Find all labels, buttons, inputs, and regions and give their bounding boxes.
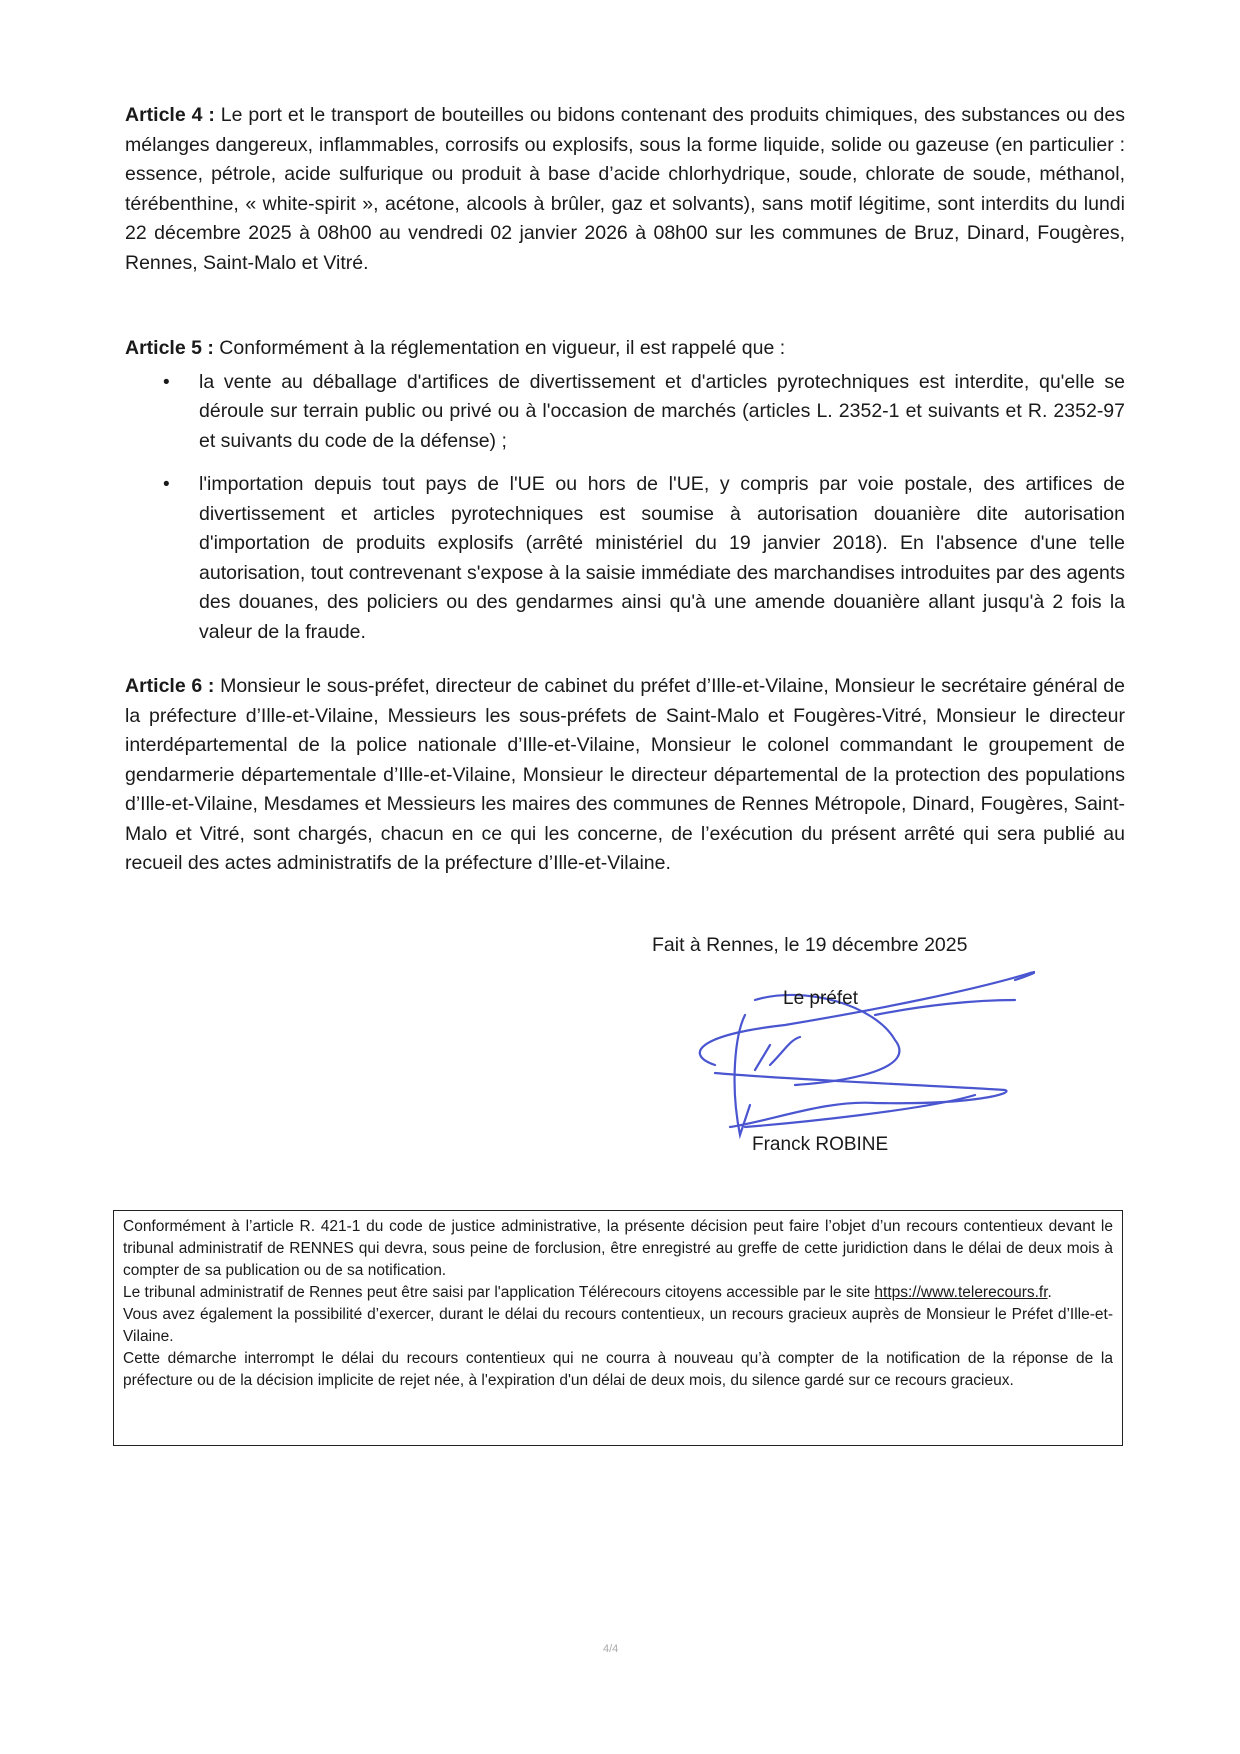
list-item-text: la vente au déballage d'artifices de divertissement et d'articles pyrotechniques est interdite, qu'elle se déroule sur terrain public ou privé ou à l'occasion de marchés (articles L. 2352-1 et suivants et R. 2352-97 et suivants du code de la défense) ; [199, 370, 1125, 452]
list-item [125, 470, 1125, 647]
handwritten-signature-icon [675, 955, 1035, 1145]
appeal-notice-box [113, 1210, 1123, 1446]
article-5-label: Article 5 : [125, 337, 214, 359]
page-number: 4/4 [603, 1643, 619, 1655]
list-item [125, 368, 1125, 457]
article-4 [125, 101, 1125, 278]
place-date: Fait à Rennes, le 19 décembre 2025 [652, 934, 968, 956]
notice-paragraph: Conformément à l’article R. 421-1 du code de justice administrative, la présente décision peut faire l’objet d’un recours contentieux devant le tribunal administratif de RENNES qui devra, sous peine de forclusion, être enregistré au greffe de cette juridiction dans le délai de deux mois à compter de sa publication ou de sa notification. [123, 1218, 1113, 1279]
article-5 [125, 334, 1125, 647]
bullet-icon: • [163, 371, 170, 393]
article-6-text: Monsieur le sous-préfet, directeur de cabinet du préfet d’Ille-et-Vilaine, Monsieur le secrétaire général de la préfecture d’Ille-et-Vilaine, Messieurs les sous-préfets de Saint-Malo et Fougères-Vitré, Monsieur le directeur interdépartemental de la police nationale d’Ille-et-Vilaine, Monsieur le colonel commandant le groupement de gendarmerie départementale d’Ille-et-Vilaine, Monsieur le directeur départemental de la protection des populations d’Ille-et-Vilaine, Mesdames et Messieurs les maires des communes de Rennes Métropole, Dinard, Fougères, Saint-Malo et Vitré, sont chargés, chacun en ce qui les concerne, de l’exécution du présent arrêté qui sera publié au recueil des actes administratifs de la préfecture d’Ille-et-Vilaine. [125, 675, 1125, 874]
article-4-label: Article 4 : [125, 104, 215, 126]
article-5-list [125, 368, 1125, 648]
article-6 [125, 672, 1125, 879]
signer-name: Franck ROBINE [752, 1134, 889, 1155]
notice-punctuation: . [1047, 1284, 1052, 1301]
notice-paragraph [123, 1282, 1113, 1304]
signer-title: Le préfet [783, 988, 858, 1009]
article-6-label: Article 6 : [125, 675, 215, 697]
telerecours-link[interactable]: https://www.telerecours.fr [874, 1284, 1048, 1301]
notice-text: Le tribunal administratif de Rennes peut être saisi par l'application Télérecours citoyens accessible par le site [123, 1284, 871, 1301]
article-4-text: Le port et le transport de bouteilles ou bidons contenant des produits chimiques, des substances ou des mélanges dangereux, inflammables, corrosifs ou explosifs, sous la forme liquide, solide ou gazeuse (en particulier : essence, pétrole, acide sulfurique ou produit à base d’acide chlorhydrique, soude, chlorate de soude, méthanol, térébenthine, « white-spirit », acétone, alcools à brûler, gaz et solvants), sans motif légitime, sont interdits du lundi 22 décembre 2025 à 08h00 au vendredi 02 janvier 2026 à 08h00 sur les communes de Bruz, Dinard, Fougères, Rennes, Saint-Malo et Vitré. [125, 104, 1125, 274]
list-item-text: l'importation depuis tout pays de l'UE ou hors de l'UE, y compris par voie postale, des artifices de divertissement et articles pyrotechniques est soumise à autorisation douanière dite autorisation d'importation de produits explosifs (arrêté ministériel du 19 janvier 2018). En l'absence d'une telle autorisation, tout contrevenant s'expose à la saisie immédiate des marchandises introduites par des agents des douanes, des policiers ou des gendarmes ainsi qu'à une amende douanière allant jusqu'à 2 fois la valeur de la fraude. [199, 473, 1125, 643]
notice-paragraph: Vous avez également la possibilité d’exercer, durant le délai du recours contentieux, un recours gracieux auprès de Monsieur le Préfet d’Ille-et-Vilaine. [123, 1306, 1113, 1345]
notice-paragraph: Cette démarche interrompt le délai du recours contentieux qui ne courra à nouveau qu’à compter de la notification de la réponse de la préfecture ou de la décision implicite de rejet née, à l'expiration d'un délai de deux mois, du silence gardé sur ce recours gracieux. [123, 1350, 1113, 1389]
bullet-icon: • [163, 474, 170, 495]
article-5-intro: Conformément à la réglementation en vigueur, il est rappelé que : [219, 337, 786, 359]
